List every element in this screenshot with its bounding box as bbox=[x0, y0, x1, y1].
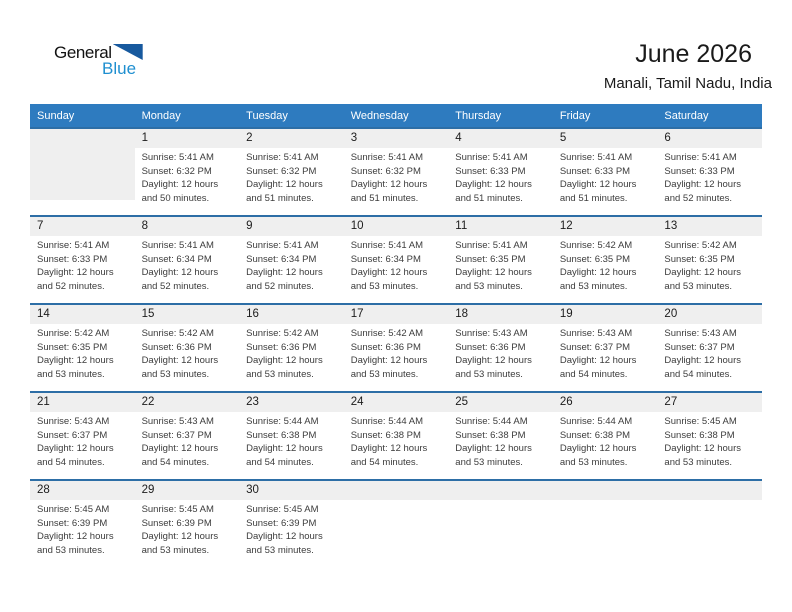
day-details bbox=[30, 500, 135, 557]
logo-text-general: General bbox=[54, 43, 112, 62]
sunset-text: Sunset: 6:33 PM bbox=[559, 165, 631, 177]
sunset-text: Sunset: 6:35 PM bbox=[559, 253, 631, 265]
sunset-text: Sunset: 6:36 PM bbox=[350, 341, 421, 353]
day-details bbox=[135, 324, 240, 381]
day-details bbox=[448, 148, 553, 205]
sunrise-text: Sunrise: 5:45 AM bbox=[141, 504, 214, 515]
daylight-text: Daylight: 12 hours and 53 minutes. bbox=[455, 443, 532, 468]
day-details bbox=[553, 324, 658, 381]
sunset-text: Sunset: 6:35 PM bbox=[664, 253, 735, 265]
weekday-header-row bbox=[30, 104, 762, 127]
daylight-text: Daylight: 12 hours and 54 minutes. bbox=[37, 443, 114, 468]
calendar-day-cell bbox=[135, 305, 240, 391]
sunrise-text: Sunrise: 5:41 AM bbox=[455, 240, 528, 251]
daylight-text: Daylight: 12 hours and 51 minutes. bbox=[455, 179, 532, 204]
logo-text-blue: Blue bbox=[102, 59, 137, 78]
sunrise-text: Sunrise: 5:41 AM bbox=[455, 152, 528, 163]
day-number: 13 bbox=[657, 217, 762, 236]
sunset-text: Sunset: 6:32 PM bbox=[246, 165, 317, 177]
empty-day-band bbox=[553, 481, 658, 500]
daylight-text: Daylight: 12 hours and 54 minutes. bbox=[246, 443, 323, 468]
calendar-day-cell bbox=[553, 129, 658, 215]
sunrise-text: Sunrise: 5:45 AM bbox=[246, 504, 319, 515]
sunset-text: Sunset: 6:38 PM bbox=[350, 429, 421, 441]
daylight-text: Daylight: 12 hours and 54 minutes. bbox=[559, 355, 637, 380]
calendar-day-cell bbox=[344, 393, 449, 479]
sunset-text: Sunset: 6:37 PM bbox=[664, 341, 735, 353]
day-details bbox=[239, 412, 344, 469]
daylight-text: Daylight: 12 hours and 54 minutes. bbox=[141, 443, 219, 468]
day-details bbox=[448, 324, 553, 381]
sunrise-text: Sunrise: 5:42 AM bbox=[246, 328, 319, 339]
month-title: June 2026 bbox=[635, 40, 752, 68]
sunset-text: Sunset: 6:39 PM bbox=[141, 517, 212, 529]
day-details bbox=[344, 412, 449, 469]
day-details bbox=[239, 324, 344, 381]
calendar-day-cell bbox=[448, 393, 553, 479]
day-number: 21 bbox=[30, 393, 135, 412]
calendar-day-cell bbox=[657, 393, 762, 479]
sunrise-text: Sunrise: 5:43 AM bbox=[664, 328, 737, 339]
daylight-text: Daylight: 12 hours and 53 minutes. bbox=[350, 355, 428, 380]
day-number: 8 bbox=[135, 217, 240, 236]
calendar-empty-cell bbox=[344, 481, 449, 567]
daylight-text: Daylight: 12 hours and 51 minutes. bbox=[350, 179, 428, 204]
calendar-day-cell bbox=[657, 217, 762, 303]
day-details bbox=[657, 148, 762, 205]
sunrise-text: Sunrise: 5:45 AM bbox=[37, 504, 110, 515]
sunrise-text: Sunrise: 5:42 AM bbox=[141, 328, 214, 339]
sunset-text: Sunset: 6:33 PM bbox=[455, 165, 526, 177]
week-row bbox=[30, 479, 762, 567]
day-number: 28 bbox=[30, 481, 135, 500]
day-details bbox=[448, 412, 553, 469]
day-number: 3 bbox=[344, 129, 449, 148]
calendar-empty-cell bbox=[448, 481, 553, 567]
day-number: 14 bbox=[30, 305, 135, 324]
day-number: 22 bbox=[135, 393, 240, 412]
calendar-weeks bbox=[30, 127, 762, 567]
calendar-empty-cell bbox=[553, 481, 658, 567]
day-details bbox=[657, 412, 762, 469]
sunrise-text: Sunrise: 5:41 AM bbox=[664, 152, 737, 163]
calendar-day-cell bbox=[239, 129, 344, 215]
week-row bbox=[30, 127, 762, 215]
daylight-text: Daylight: 12 hours and 52 minutes. bbox=[37, 267, 114, 292]
calendar-day-cell bbox=[239, 217, 344, 303]
sunset-text: Sunset: 6:32 PM bbox=[141, 165, 212, 177]
sunset-text: Sunset: 6:39 PM bbox=[37, 517, 108, 529]
daylight-text: Daylight: 12 hours and 53 minutes. bbox=[559, 443, 637, 468]
day-number: 12 bbox=[553, 217, 658, 236]
sunset-text: Sunset: 6:33 PM bbox=[664, 165, 735, 177]
daylight-text: Daylight: 12 hours and 53 minutes. bbox=[37, 531, 114, 556]
day-details bbox=[553, 412, 658, 469]
calendar-empty-cell bbox=[30, 129, 135, 215]
day-number: 16 bbox=[239, 305, 344, 324]
sunrise-text: Sunrise: 5:42 AM bbox=[350, 328, 424, 339]
weekday-header-thursday: Thursday bbox=[455, 109, 502, 122]
sunset-text: Sunset: 6:38 PM bbox=[455, 429, 526, 441]
sunrise-text: Sunrise: 5:43 AM bbox=[37, 416, 110, 427]
daylight-text: Daylight: 12 hours and 53 minutes. bbox=[559, 267, 637, 292]
day-number: 11 bbox=[448, 217, 553, 236]
day-details bbox=[135, 148, 240, 205]
daylight-text: Daylight: 12 hours and 53 minutes. bbox=[350, 267, 428, 292]
sunrise-text: Sunrise: 5:44 AM bbox=[455, 416, 528, 427]
day-details bbox=[344, 148, 449, 205]
sunrise-text: Sunrise: 5:41 AM bbox=[350, 152, 424, 163]
calendar-day-cell bbox=[344, 305, 449, 391]
daylight-text: Daylight: 12 hours and 54 minutes. bbox=[350, 443, 428, 468]
calendar-day-cell bbox=[30, 217, 135, 303]
calendar-day-cell bbox=[135, 393, 240, 479]
calendar-table bbox=[30, 104, 762, 567]
day-details bbox=[30, 236, 135, 293]
day-details bbox=[657, 236, 762, 293]
day-number: 24 bbox=[344, 393, 449, 412]
calendar-day-cell bbox=[553, 217, 658, 303]
location-subtitle: Manali, Tamil Nadu, India bbox=[603, 75, 772, 92]
day-number: 2 bbox=[239, 129, 344, 148]
calendar-day-cell bbox=[448, 305, 553, 391]
day-number: 5 bbox=[553, 129, 658, 148]
weekday-header-wednesday: Wednesday bbox=[350, 109, 409, 122]
daylight-text: Daylight: 12 hours and 54 minutes. bbox=[664, 355, 741, 380]
calendar-day-cell bbox=[344, 129, 449, 215]
day-details bbox=[30, 324, 135, 381]
sunset-text: Sunset: 6:36 PM bbox=[246, 341, 317, 353]
daylight-text: Daylight: 12 hours and 53 minutes. bbox=[141, 355, 219, 380]
sunrise-text: Sunrise: 5:44 AM bbox=[246, 416, 319, 427]
weekday-header-monday: Monday bbox=[141, 109, 181, 122]
daylight-text: Daylight: 12 hours and 51 minutes. bbox=[246, 179, 323, 204]
day-details bbox=[553, 236, 658, 293]
day-details bbox=[657, 324, 762, 381]
sunset-text: Sunset: 6:38 PM bbox=[559, 429, 631, 441]
calendar-day-cell bbox=[657, 305, 762, 391]
calendar-day-cell bbox=[553, 305, 658, 391]
sunrise-text: Sunrise: 5:43 AM bbox=[455, 328, 528, 339]
day-details bbox=[344, 324, 449, 381]
day-number: 30 bbox=[239, 481, 344, 500]
day-number: 18 bbox=[448, 305, 553, 324]
calendar-day-cell bbox=[344, 217, 449, 303]
day-number: 4 bbox=[448, 129, 553, 148]
calendar-day-cell bbox=[448, 217, 553, 303]
day-number: 10 bbox=[344, 217, 449, 236]
day-details bbox=[448, 236, 553, 293]
calendar-day-cell bbox=[135, 129, 240, 215]
daylight-text: Daylight: 12 hours and 53 minutes. bbox=[455, 267, 532, 292]
day-number: 29 bbox=[135, 481, 240, 500]
sunrise-text: Sunrise: 5:42 AM bbox=[37, 328, 110, 339]
sunset-text: Sunset: 6:37 PM bbox=[37, 429, 108, 441]
calendar-day-cell bbox=[30, 393, 135, 479]
blue-triangle-icon bbox=[113, 44, 143, 60]
week-row bbox=[30, 391, 762, 479]
sunset-text: Sunset: 6:39 PM bbox=[246, 517, 317, 529]
day-details bbox=[239, 500, 344, 557]
calendar-day-cell bbox=[135, 217, 240, 303]
day-number: 20 bbox=[657, 305, 762, 324]
sunset-text: Sunset: 6:34 PM bbox=[246, 253, 317, 265]
day-details bbox=[135, 500, 240, 557]
day-number: 23 bbox=[239, 393, 344, 412]
day-number: 19 bbox=[553, 305, 658, 324]
sunrise-text: Sunrise: 5:45 AM bbox=[664, 416, 737, 427]
empty-day-band bbox=[30, 129, 135, 200]
sunrise-text: Sunrise: 5:41 AM bbox=[559, 152, 633, 163]
daylight-text: Daylight: 12 hours and 50 minutes. bbox=[141, 179, 219, 204]
general-blue-logo bbox=[54, 44, 143, 77]
sunset-text: Sunset: 6:34 PM bbox=[141, 253, 212, 265]
day-details bbox=[30, 412, 135, 469]
daylight-text: Daylight: 12 hours and 51 minutes. bbox=[559, 179, 637, 204]
sunrise-text: Sunrise: 5:43 AM bbox=[559, 328, 633, 339]
calendar-day-cell bbox=[239, 305, 344, 391]
sunrise-text: Sunrise: 5:42 AM bbox=[664, 240, 737, 251]
day-details bbox=[239, 148, 344, 205]
sunset-text: Sunset: 6:33 PM bbox=[37, 253, 108, 265]
calendar-day-cell bbox=[553, 393, 658, 479]
sunset-text: Sunset: 6:37 PM bbox=[141, 429, 212, 441]
weekday-header-tuesday: Tuesday bbox=[246, 109, 288, 122]
sunrise-text: Sunrise: 5:41 AM bbox=[141, 240, 214, 251]
day-number: 17 bbox=[344, 305, 449, 324]
calendar-day-cell bbox=[30, 481, 135, 567]
day-number: 9 bbox=[239, 217, 344, 236]
day-number: 26 bbox=[553, 393, 658, 412]
sunset-text: Sunset: 6:35 PM bbox=[455, 253, 526, 265]
sunrise-text: Sunrise: 5:44 AM bbox=[350, 416, 424, 427]
calendar-day-cell bbox=[239, 393, 344, 479]
calendar-day-cell bbox=[30, 305, 135, 391]
day-number: 6 bbox=[657, 129, 762, 148]
daylight-text: Daylight: 12 hours and 53 minutes. bbox=[664, 267, 741, 292]
weekday-header-saturday: Saturday bbox=[664, 109, 709, 122]
sunset-text: Sunset: 6:38 PM bbox=[246, 429, 317, 441]
calendar-empty-cell bbox=[657, 481, 762, 567]
day-number: 15 bbox=[135, 305, 240, 324]
day-details bbox=[239, 236, 344, 293]
day-details bbox=[135, 412, 240, 469]
sunrise-text: Sunrise: 5:41 AM bbox=[246, 240, 319, 251]
sunset-text: Sunset: 6:32 PM bbox=[350, 165, 421, 177]
calendar-day-cell bbox=[135, 481, 240, 567]
daylight-text: Daylight: 12 hours and 52 minutes. bbox=[246, 267, 323, 292]
daylight-text: Daylight: 12 hours and 53 minutes. bbox=[455, 355, 532, 380]
day-number: 25 bbox=[448, 393, 553, 412]
sunrise-text: Sunrise: 5:41 AM bbox=[350, 240, 424, 251]
week-row bbox=[30, 215, 762, 303]
sunrise-text: Sunrise: 5:41 AM bbox=[141, 152, 214, 163]
day-details bbox=[344, 236, 449, 293]
sunrise-text: Sunrise: 5:44 AM bbox=[559, 416, 633, 427]
daylight-text: Daylight: 12 hours and 52 minutes. bbox=[141, 267, 219, 292]
daylight-text: Daylight: 12 hours and 53 minutes. bbox=[246, 355, 323, 380]
day-number: 7 bbox=[30, 217, 135, 236]
sunset-text: Sunset: 6:35 PM bbox=[37, 341, 108, 353]
week-row bbox=[30, 303, 762, 391]
empty-day-band bbox=[448, 481, 553, 500]
sunset-text: Sunset: 6:36 PM bbox=[141, 341, 212, 353]
sunset-text: Sunset: 6:37 PM bbox=[559, 341, 631, 353]
calendar-day-cell bbox=[239, 481, 344, 567]
daylight-text: Daylight: 12 hours and 52 minutes. bbox=[664, 179, 741, 204]
day-details bbox=[135, 236, 240, 293]
day-details bbox=[553, 148, 658, 205]
daylight-text: Daylight: 12 hours and 53 minutes. bbox=[246, 531, 323, 556]
empty-day-band bbox=[657, 481, 762, 500]
daylight-text: Daylight: 12 hours and 53 minutes. bbox=[141, 531, 219, 556]
empty-day-band bbox=[344, 481, 449, 500]
daylight-text: Daylight: 12 hours and 53 minutes. bbox=[37, 355, 114, 380]
sunset-text: Sunset: 6:34 PM bbox=[350, 253, 421, 265]
weekday-header-friday: Friday bbox=[559, 109, 591, 122]
sunset-text: Sunset: 6:36 PM bbox=[455, 341, 526, 353]
calendar-day-cell bbox=[448, 129, 553, 215]
sunrise-text: Sunrise: 5:41 AM bbox=[37, 240, 110, 251]
day-number: 27 bbox=[657, 393, 762, 412]
sunset-text: Sunset: 6:38 PM bbox=[664, 429, 735, 441]
sunrise-text: Sunrise: 5:43 AM bbox=[141, 416, 214, 427]
weekday-header-sunday: Sunday bbox=[37, 109, 75, 122]
sunrise-text: Sunrise: 5:42 AM bbox=[559, 240, 633, 251]
sunrise-text: Sunrise: 5:41 AM bbox=[246, 152, 319, 163]
daylight-text: Daylight: 12 hours and 53 minutes. bbox=[664, 443, 741, 468]
day-number: 1 bbox=[135, 129, 240, 148]
calendar-day-cell bbox=[657, 129, 762, 215]
